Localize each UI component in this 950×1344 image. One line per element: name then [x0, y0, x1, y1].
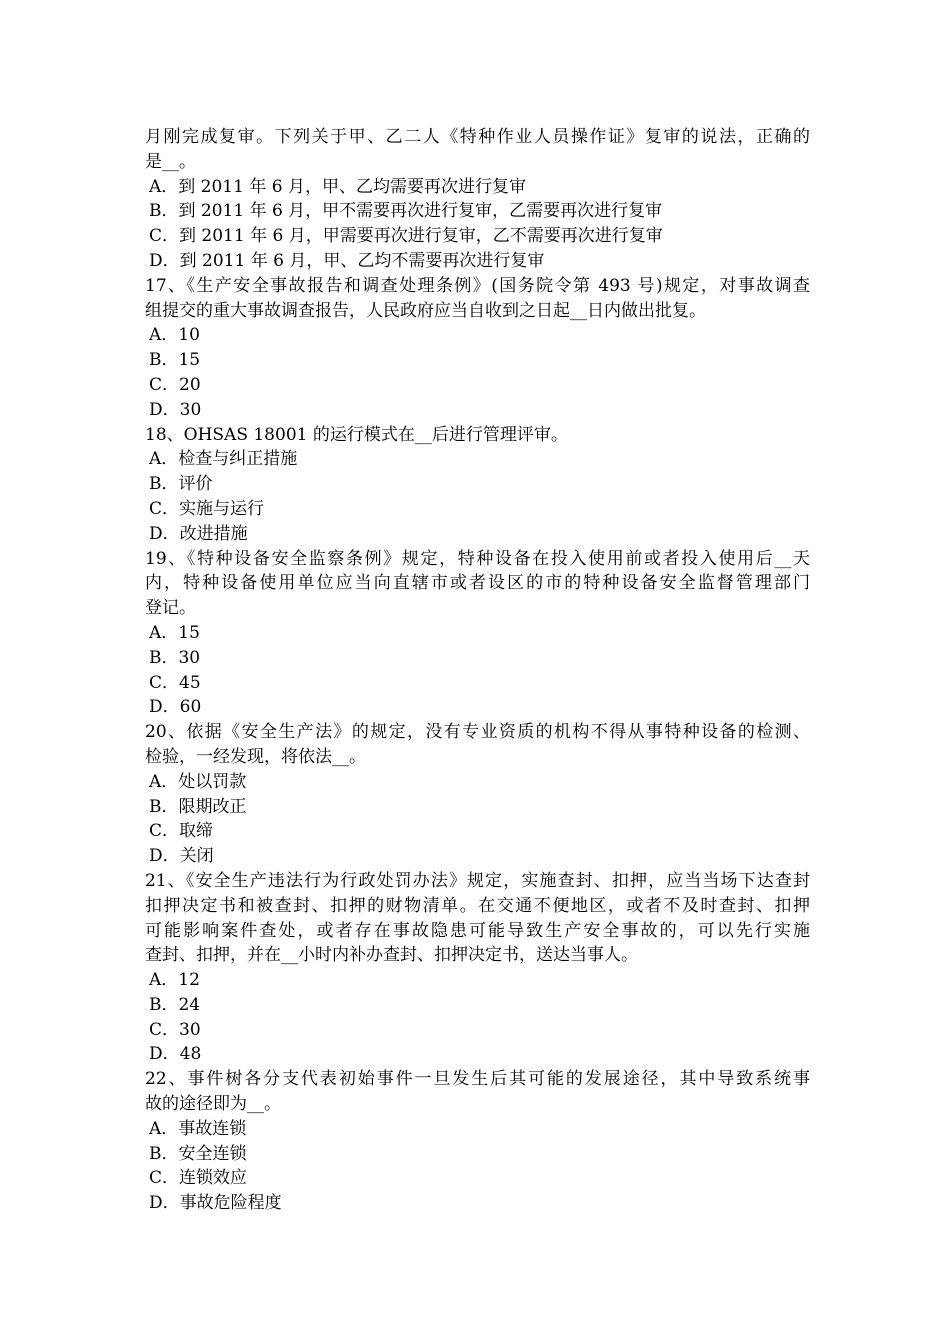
- answer-option: C．20: [149, 374, 201, 395]
- answer-option: A．12: [149, 970, 200, 991]
- answer-option: A．15: [149, 622, 200, 643]
- question-text-line: 扣押决定书和被查封、扣押的财物清单。在交通不便地区，或者不及时查封、扣押: [145, 895, 810, 916]
- answer-option: D．30: [149, 399, 202, 420]
- document-body: [145, 125, 810, 1216]
- question-text-line: 是__。: [145, 151, 196, 172]
- answer-option: D．48: [149, 1044, 202, 1065]
- answer-option: D．到 2011 年 6 月，甲、乙均不需要再次进行复审: [149, 250, 545, 271]
- question-text-line: 内，特种设备使用单位应当向直辖市或者设区的市的特种设备安全监督管理部门: [145, 573, 810, 594]
- answer-option: C．到 2011 年 6 月，甲需要再次进行复审，乙不需要再次进行复审: [149, 226, 663, 247]
- answer-option: C．连锁效应: [149, 1168, 248, 1189]
- answer-option: B．30: [149, 647, 201, 668]
- answer-option: C．30: [149, 1019, 201, 1040]
- answer-option: A．事故连锁: [149, 1118, 247, 1139]
- question-text-line: 查封、扣押，并在__小时内补办查封、扣押决定书，送达当事人。: [145, 945, 638, 966]
- answer-option: A．到 2011 年 6 月，甲、乙均需要再次进行复审: [149, 176, 526, 197]
- question-text-line: 检验，一经发现，将依法__。: [145, 746, 366, 767]
- answer-option: A．处以罚款: [149, 771, 247, 792]
- answer-option: B．限期改正: [149, 796, 247, 817]
- question-text-line: 登记。: [145, 598, 196, 619]
- answer-option: B．安全连锁: [149, 1143, 247, 1164]
- answer-option: C．45: [149, 672, 201, 693]
- question-text-line: 可能影响案件查处，或者存在事故隐患可能导致生产安全事故的，可以先行实施: [145, 920, 810, 941]
- question-text-line: 19、《特种设备安全监察条例》规定，特种设备在投入使用前或者投入使用后__天: [145, 548, 810, 569]
- question-text-line: 月刚完成复审。下列关于甲、乙二人《特种作业人员操作证》复审的说法，正确的: [145, 127, 810, 147]
- answer-option: C．取缔: [149, 821, 214, 842]
- answer-option: B．到 2011 年 6 月，甲不需要再次进行复审，乙需要再次进行复审: [149, 201, 663, 222]
- answer-option: D．事故危险程度: [149, 1193, 282, 1214]
- answer-option: A．10: [149, 325, 200, 346]
- question-text-line: 17、《生产安全事故报告和调查处理条例》(国务院令第 493 号)规定，对事故调查: [145, 275, 810, 296]
- answer-option: D．关闭: [149, 846, 214, 867]
- question-text-line: 18、OHSAS 18001 的运行模式在__后进行管理评审。: [145, 424, 568, 445]
- question-text-line: 故的途径即为__。: [145, 1094, 281, 1115]
- question-text-line: 20、依据《安全生产法》的规定，没有专业资质的机构不得从事特种设备的检测、: [145, 722, 810, 743]
- answer-option: C．实施与运行: [149, 498, 265, 519]
- answer-option: D．改进措施: [149, 523, 248, 544]
- question-text-line: 21、《安全生产违法行为行政处罚办法》规定，实施查封、扣押，应当当场下达查封: [145, 870, 810, 891]
- answer-option: B．15: [149, 350, 201, 371]
- answer-option: B．评价: [149, 474, 213, 495]
- answer-option: A．检查与纠正措施: [149, 449, 298, 470]
- question-text-line: 22、事件树各分支代表初始事件一旦发生后其可能的发展途径，其中导致系统事: [145, 1069, 810, 1090]
- answer-option: B．24: [149, 994, 201, 1015]
- question-text-line: 组提交的重大事故调查报告，人民政府应当自收到之日起__日内做出批复。: [145, 300, 706, 321]
- answer-option: D．60: [149, 697, 202, 718]
